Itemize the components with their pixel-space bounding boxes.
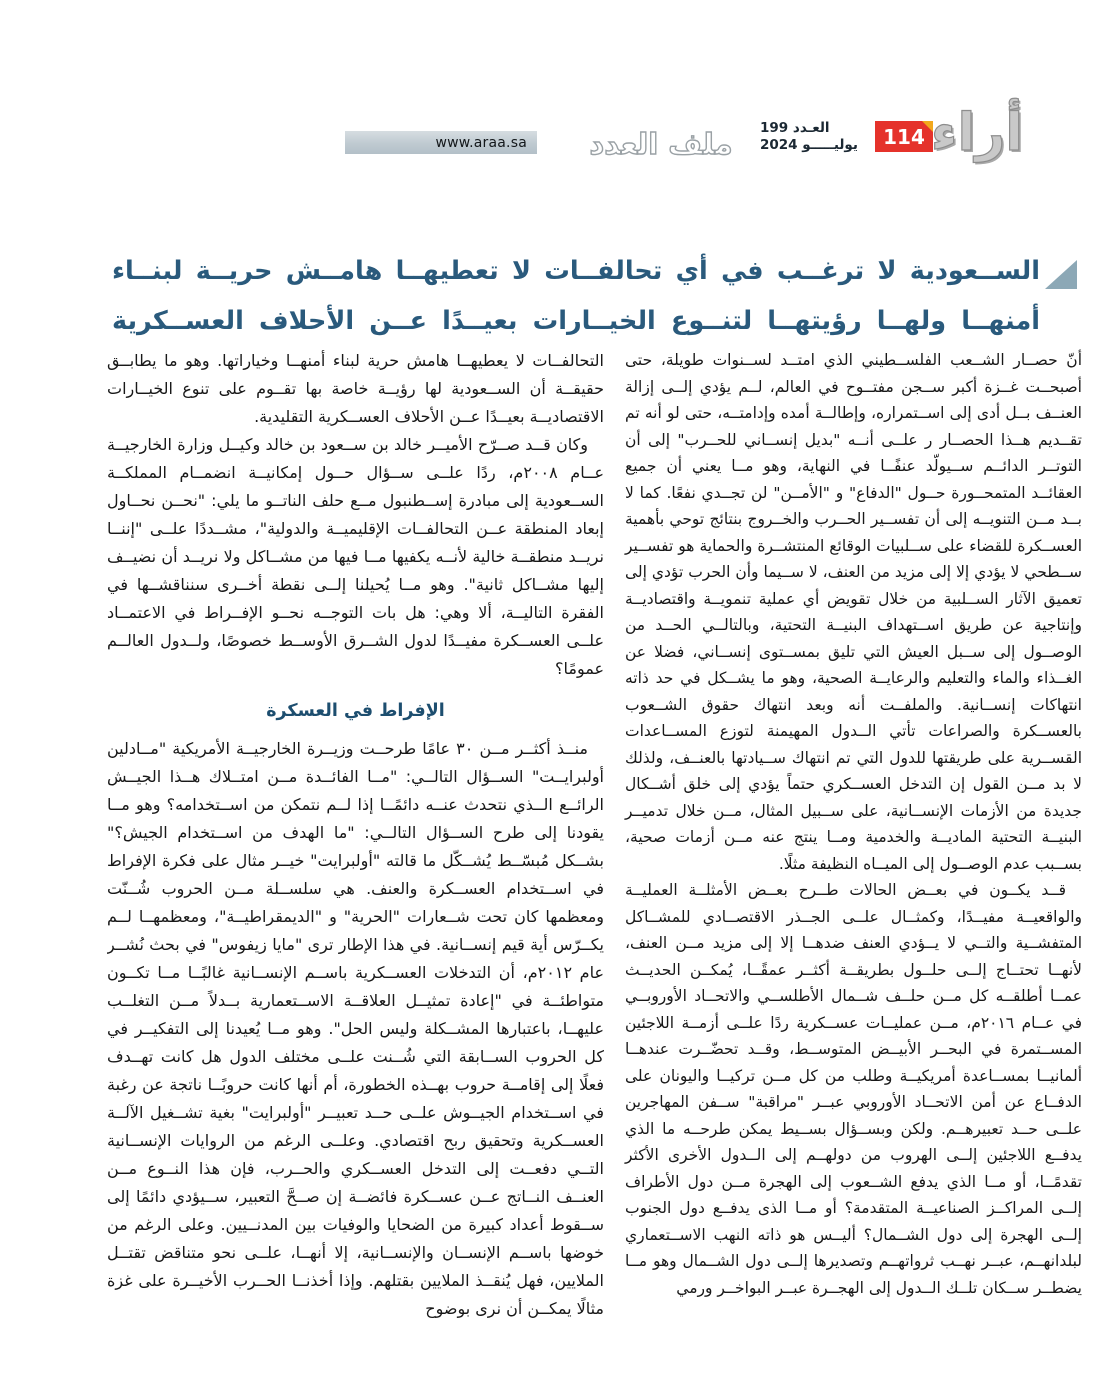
section-logo	[588, 124, 734, 164]
column-left	[625, 347, 1082, 1337]
title-triangle-marker-icon	[1045, 260, 1077, 289]
issue-number: العـدد 199	[760, 120, 830, 136]
issue-date: يوليـــــو 2024	[760, 137, 858, 153]
paragraph: وكان قــد صــرّح الأميــر خالد بن ســعود بن خالد وكيــل وزارة الخارجيــة عــام ٢٠٠٨م، ردًا علــى ســؤال حــول إمكانيــة انضمــام المملكــة الســعودية إلى مبادرة إســطنبول مــع حلف الناتــو ما يلي: "نحــن نحــاول إبعاد المنطقة عــن التحالفــات الإقليميــة والدولية"، مشــددًا علــى "إننــا نريــد منطقــة خالية لأنــه يكفيها مــا فيها من مشــاكل ولا نريــد أن نضيــف إليها مشــاكل ثانية". وهو مــا يُحيلنا إلــى نقطة أخــرى سنناقشــها في الفقرة التاليــة، ألا وهي: هل بات التوجــه نحــو الإفــراط في الاعتمــاد علــى العســكرة مفيــدًا لدول الشــرق الأوســط خصوصًا، ولــدول العالــم عمومًا؟	[107, 435, 605, 678]
article-title-line1: الســعودية لا ترغــب في أي تحالفــات لا تعطيهــا هامــش حريــة لبنــاء	[112, 256, 1040, 286]
paragraph: منــذ أكثــر مــن ٣٠ عامًا طرحــت وزيــرة الخارجيــة الأمريكية "مــادلين أولبرايــت" الســؤال التالــي: "مــا الفائــدة مــن امتــلاك هــذا الجيــش الرائــع الــذي نتحدث عنــه دائمًــا إذا لــم نتمكن من اســتخدامه؟ وهو مــا يقودنا إلى طرح الســؤال التالــي: "ما الهدف من اســتخدام الجيش؟" بشــكل مُبسّــط يُشــكّل ما قالته "أولبرايت" خيــر مثال على فكرة الإفراط في اســتخدام العســكرة والعنف. هي سلســلة مــن الحروب شُــنّت ومعظمها كان تحت شــعارات "الحرية" و "الديمقراطيــة"، ومعظمهــا لــم يكــرّس أية قيم إنســانية. في هذا الإطار ترى "مايا زيفوس" في بحث نُشــر عام ٢٠١٢م، أن التدخلات العســكرية باســم الإنســانية غالبًــا مــا تكــون متواطئــة في "إعادة تمثيــل العلاقــة الاســتعمارية بــدلاً مــن التغلــب عليهــا، باعتبارها المشــكلة وليس الحل". وهو مــا يُعيدنا إلى التفكيــر في كل الحروب الســابقة التي شُــنت علــى مختلف الدول هل كانت تهــدف فعلًا إلى إقامــة حروب بهــذه الخطورة، أم أنها كانت حروبًــا ناتجة عن رغبة في اســتخدام الجيــوش علــى حــد تعبيــر "أولبرايت" بغية تشــغيل الآلــة العســكرية وتحقيق ربح اقتصادي. وعلــى الرغم من الروايات الإنســانية التــي دفعــت إلى التدخل العســكري والحــرب، فإن هذا النــوع مــن العنــف النــاتج عــن عســكرة فائضــة إن صــحَّ التعبير، ســيؤدي دائمًا إلى ســقوط أعداد كبيرة من الضحايا والوفيات بين المدنــيين. وعلى الرغم من خوضها باســم الإنســان والإنســانية، إلا أنهــا، علــى نحو متناقض تقتــل الملايين، فهل يُنقــذ الملايين بقتلهم. وإذا أخذنــا الحــرب الأخيــرة على غزة مثالًا يمكــن أن نرى بوضوح	[107, 739, 604, 1318]
paragraph: قــد يكــون في بعــض الحالات طــرح بعــض الأمثلــة العمليــة والواقعيــة مفيــدًا، وكمثــال علــى الجــذر الاقتصــادي للمشــاكل المتفشــية والتــي لا يــؤدي العنف ضدهــا إلا إلى مزيد مــن العنف، لأنهــا تحتــاج إلــى حلــول بطريقــة أكثــر عمقًــا، يُمكــن الحديــث عمــا أطلقــه كل مــن حلــف شــمال الأطلســي والاتحــاد الأوروبــي في عــام ٢٠١٦م، مــن عمليــات عســكرية ردًا علــى أزمــة اللاجئين المســتمرة في البحــر الأبيــض المتوســط، وقــد تحضّــرت عندهــا ألمانيــا بمســاعدة أمريكيــة وطلب من كل مــن تركيــا واليونان على الدفــاع عن أمن الاتحــاد الأوروبي عبــر "مراقبة" ســفن المهاجرين علــى حــد تعبيرهــم. ولكن وبســؤال بســيط يمكن طرحــه ما الذي يدفــع اللاجئين إلــى الهروب من دولهــم إلى الــدول الأخرى الأكثر تقدمًــا، أو مــا الذي يدفع الشــعوب إلى الهجرة مــن دول الأطراف إلــى المراكــز الصناعيــة المتقدمة؟ أو مــا الذى يدفــع دول الجنوب إلــى الهجرة إلى دول الشــمال؟ أليــس هو ذاته النهب الاســتعماري لبلدانهــم، عبــر نهــب ثرواتهــم وتصديرها إلــى دول الشــمال وهو مــا يضطــر ســكان تلــك الــدول إلى الهجــرة عبــر البواخــر ورمي	[625, 881, 1082, 1297]
article-title-line2: أمنهــا ولهــا رؤيتهــا لتنــوع الخيــارات بعيــدًا عــن الأحلاف العســكرية	[112, 306, 1040, 336]
section-logo-text: ملف العدد	[589, 127, 733, 161]
website-url: www.araa.sa	[435, 134, 527, 151]
issue-info	[760, 120, 868, 154]
magazine-logo	[922, 100, 1032, 166]
page-number: 114	[883, 124, 925, 149]
article-title	[112, 246, 1040, 346]
section-subheading: الإفراط في العسكرة	[266, 701, 445, 721]
website-bar	[345, 131, 537, 154]
magazine-logo-text: أراء	[930, 103, 1024, 163]
column-right	[107, 347, 604, 1337]
paragraph: أنّ حصــار الشــعب الفلســطيني الذي امتــد لســنوات طويلة، حتى أصبحــت غــزة أكبر ســجن مفتــوح في العالم، لــم يؤدي إلــى إزالة العنــف بــل أدى إلى اســتمراره، وإطالــة أمده وإدامتــه، حتى لو أنه تم تقــديم هــذا الحصــار ر علــى أنــه "بديل إنســاني للحــرب" إلى أن التوتــر الدائــم ســيولّد عنفًــا في النهاية، وهو مــا يعني أن جميع العقائــد المتمحــورة حــول "الدفاع" و "الأمــن" لن تجــدي نفعًا. كما لا بــد مــن التنويــه إلى أن تفســير الحــرب والخــروج بنتائج توحي بأهمية العســكرة للقضاء على ســلبيات الوقائع المنتشــرة والحماية هو تفســير ســطحي لا يؤدي إلا إلى مزيد من العنف، لا ســيما وأن الحرب تؤدي إلى تعميق الآثار الســلبية من خلال تقويض أي عملية تنمويــة واقتصاديــة وإنتاجية عن طريق اســتهداف البنيــة التحتية، وبالتالــي الحــد من الوصــول إلى ســبل العيش التي تليق بمســتوى إنســاني، فضلا عن الغــذاء والماء والتعليم والرعايــة الصحية، وهو ما يشــكل في حد ذاته انتهاكات إنســانية. والملفــت أنه وبعد انتهاك حقوق الشــعوب بالعســكرة والصراعات تأتي الــدول المهيمنة لتوزع المســاعدات القســرية على طريقتها للدول التي تم انتهاك ســيادتها بالعنــف، ولذلك لا بد مــن القول إن التدخل العســكري حتماً يؤدي إلى خلق أشــكال جديدة من الأزمات الإنســانية، على ســبيل المثال، مــن خلال تدميــر البنيــة التحتية الماديــة والخدمية ومــا ينتج عنه مــن أزمات صحية، بســبب عدم الوصــول إلى الميــاه النظيفة مثلًا.	[625, 351, 1082, 873]
paragraph: التحالفــات لا يعطيهــا هامش حرية لبناء أمنهــا وخياراتها. وهو ما يطابــق حقيقــة أن الســعودية لها رؤيــة خاصة بها تقــوم على تنوع الخيــارات الاقتصاديــة بعيــدًا عــن الأحلاف العســكرية التقليدية.	[107, 351, 604, 426]
article-body	[107, 347, 1082, 1337]
